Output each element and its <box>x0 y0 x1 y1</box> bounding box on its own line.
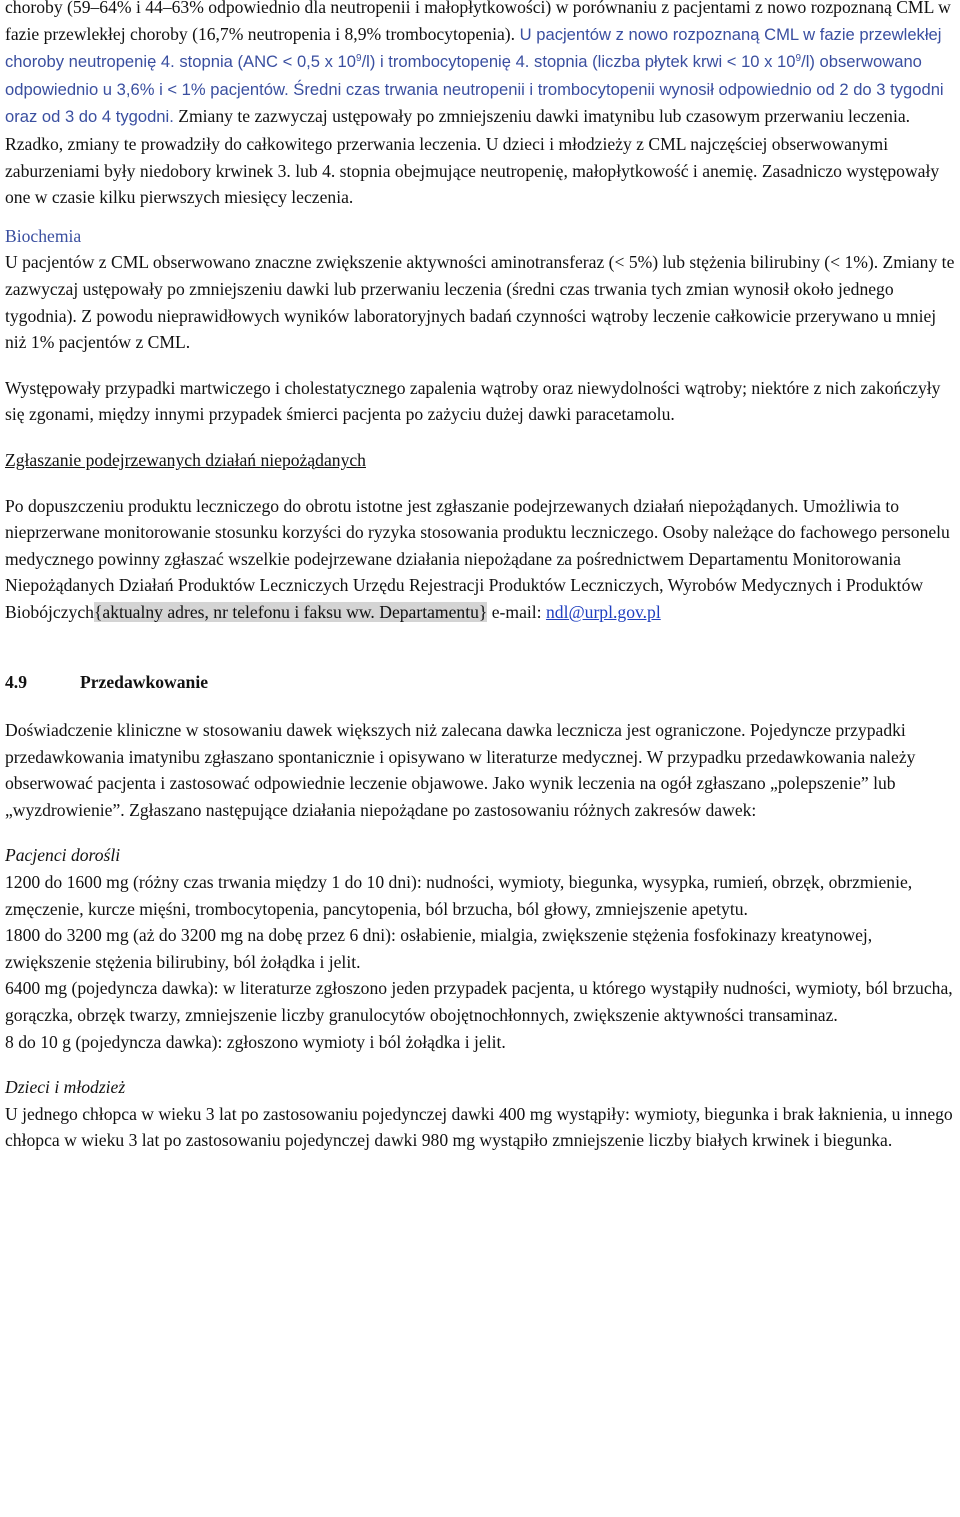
text-segment: U pacjentów z nowo rozpoznaną CML w fazie przewlekłej choroby neutropenię 4. stopnia (ANC < 0,5 x $10^9/l$) i trombocytopenię 4. stopnia (liczba płytek krwi < 10 x $10^9/l$) obserwowano odpowiednio u 3,6% i < 1% pacjentów. Średni czas trwania neutropenii i trombocytopenii wynosił odpowiednio od 2 do 3 tygodni oraz od 3 do 4 tygodni. <box>5 24 944 127</box>
adults-item: 6400 mg (pojedyncza dawka): w literaturze zgłoszono jeden przypadek pacjenta, u którego wystąpiły nudności, wymioty, ból brzucha, gorączka, obrzęk twarzy, zmniejszenie liczby granulocytów obojętnochłonnych, zwiększenie aktywności transaminaz. <box>5 978 953 1025</box>
text-segment: Zmiany te zazwyczaj ustępowały po zmniejszeniu dawki imatynibu lub czasowym przerwaniu leczenia. Rzadko, zmiany te prowadziły do całkowitego przerwania leczenia. U dzieci i młodzieży z CML najczęściej obserwowanymi zaburzeniami były niedobory krwinek 3. lub 4. stopnia obejmujące neutropenię, małopłytkowość i anemię. Zasadniczo występowały one w czasie kilku pierwszych miesięcy leczenia. <box>5 106 940 208</box>
subheading-children: Dzieci i młodzież <box>5 1077 126 1098</box>
adults-item: 1200 do 1600 mg (różny czas trwania między 1 do 10 dni): nudności, wymioty, biegunka, wysypka, rumień, obrzęk, obrzmienie, zmęczenie, kurcze mięśni, trombocytopenia, pancytopenia, ból brzucha, ból głowy, zmniejszenie apetytu. <box>5 872 913 919</box>
paragraph-overdose-intro: Doświadczenie kliniczne w stosowaniu dawek większych niż zalecana dawka lecznicza jest ograniczone. Pojedyncze przypadki przedawkowania imatynibu zgłaszano spontanicznie i opisywano w literaturze medycznej. W przypadku przedawkowania należy obserwować pacjenta i zastosować odpowiednie leczenie objawowe. Jako wynik leczenia na ogół zgłaszano „polepszenie” lub „wyzdrowienie”. Zgłaszano następujące działania niepożądane po zastosowaniu różnych zakresów dawek: <box>5 720 916 820</box>
section-number: 4.9 <box>5 672 27 693</box>
paragraph-hematology <box>5 0 960 211</box>
paragraph-children: U jednego chłopca w wieku 3 lat po zastosowaniu pojedynczej dawki 400 mg wystąpiły: wymioty, biegunka i brak łaknienia, u innego chłopca w wieku 3 lat po zastosowaniu pojedynczej dawki 980 mg wystąpiło zmniejszenie liczby białych krwinek i biegunka. <box>5 1103 953 1151</box>
subheading-adults: Pacjenci dorośli <box>5 845 121 866</box>
adults-item: 1800 do 3200 mg (aż do 3200 mg na dobę przez 6 dni): osłabienie, mialgia, zwiększenie stężenia fosfokinazy kreatynowej, zwiększenie stężenia bilirubiny, ból żołądka i jelit. <box>5 925 873 972</box>
section-title: Przedawkowanie <box>80 672 209 693</box>
subheading-biochemistry: Biochemia <box>5 225 82 246</box>
section-heading <box>5 669 960 696</box>
placeholder-highlight: {aktualny adres, nr telefonu i faksu ww. Departamentu} <box>93 601 488 622</box>
superscript: 9 <box>356 53 362 65</box>
document-page <box>5 0 960 1154</box>
text-segment: choroby (59–64% i 44–63% odpowiednio dla neutropenii i małopłytkowości) w porównaniu z pacjentami z nowo rozpoznaną CML w fazie przewlekłej choroby (16,7% neutropenia i 8,9% trombocytopenia). <box>5 0 951 44</box>
paragraph-biochemistry: U pacjentów z CML obserwowano znaczne zwiększenie aktywności aminotransferaz (< 5%) lub stężenia bilirubiny (< 1%). Zmiany te zazwyczaj ustępowały po zmniejszeniu dawki lub przerwaniu leczenia (średni czas trwania tych zmian wynosił około jednego tygodnia). Z powodu nieprawidłowych wyników laboratoryjnych badań czynności wątroby leczenie całkowicie przerywano u mniej niż 1% pacjentów z CML. <box>5 252 955 353</box>
paragraph-reporting: Po dopuszczeniu produktu leczniczego do obrotu istotne jest zgłaszanie podejrzewanych działań niepożądanych. Umożliwia to nieprzerwane monitorowanie stosunku korzyści do ryzyka stosowania produktu leczniczego. Osoby należące do fachowego personelu medycznego powinny zgłaszać wszelkie podejrzewane działania niepożądane za pośrednictwem Departamentu Monitorowania Niepożądanych Działań Produktów Leczniczych Urzędu Rejestracji Produktów Leczniczych, Wyrobów Medycznych i Produktów Biobójczych{aktualny adres, nr telefonu i faksu ww. Departamentu} e-mail: ndl@urpl.gov.pl <box>5 495 950 622</box>
email-link[interactable]: ndl@urpl.gov.pl <box>545 601 661 622</box>
adults-item: 8 do 10 g (pojedyncza dawka): zgłoszono wymioty i ból żołądka i jelit. <box>5 1031 506 1052</box>
paragraph-hepatitis: Występowały przypadki martwiczego i cholestatycznego zapalenia wątroby oraz niewydolności wątroby; niektóre z nich zakończyły się zgonami, między innymi przypadek śmierci pacjenta po zażyciu dużej dawki paracetamolu. <box>5 377 941 425</box>
superscript: 9 <box>795 53 802 65</box>
subheading-reporting: Zgłaszanie podejrzewanych działań niepożądanych <box>5 449 366 470</box>
